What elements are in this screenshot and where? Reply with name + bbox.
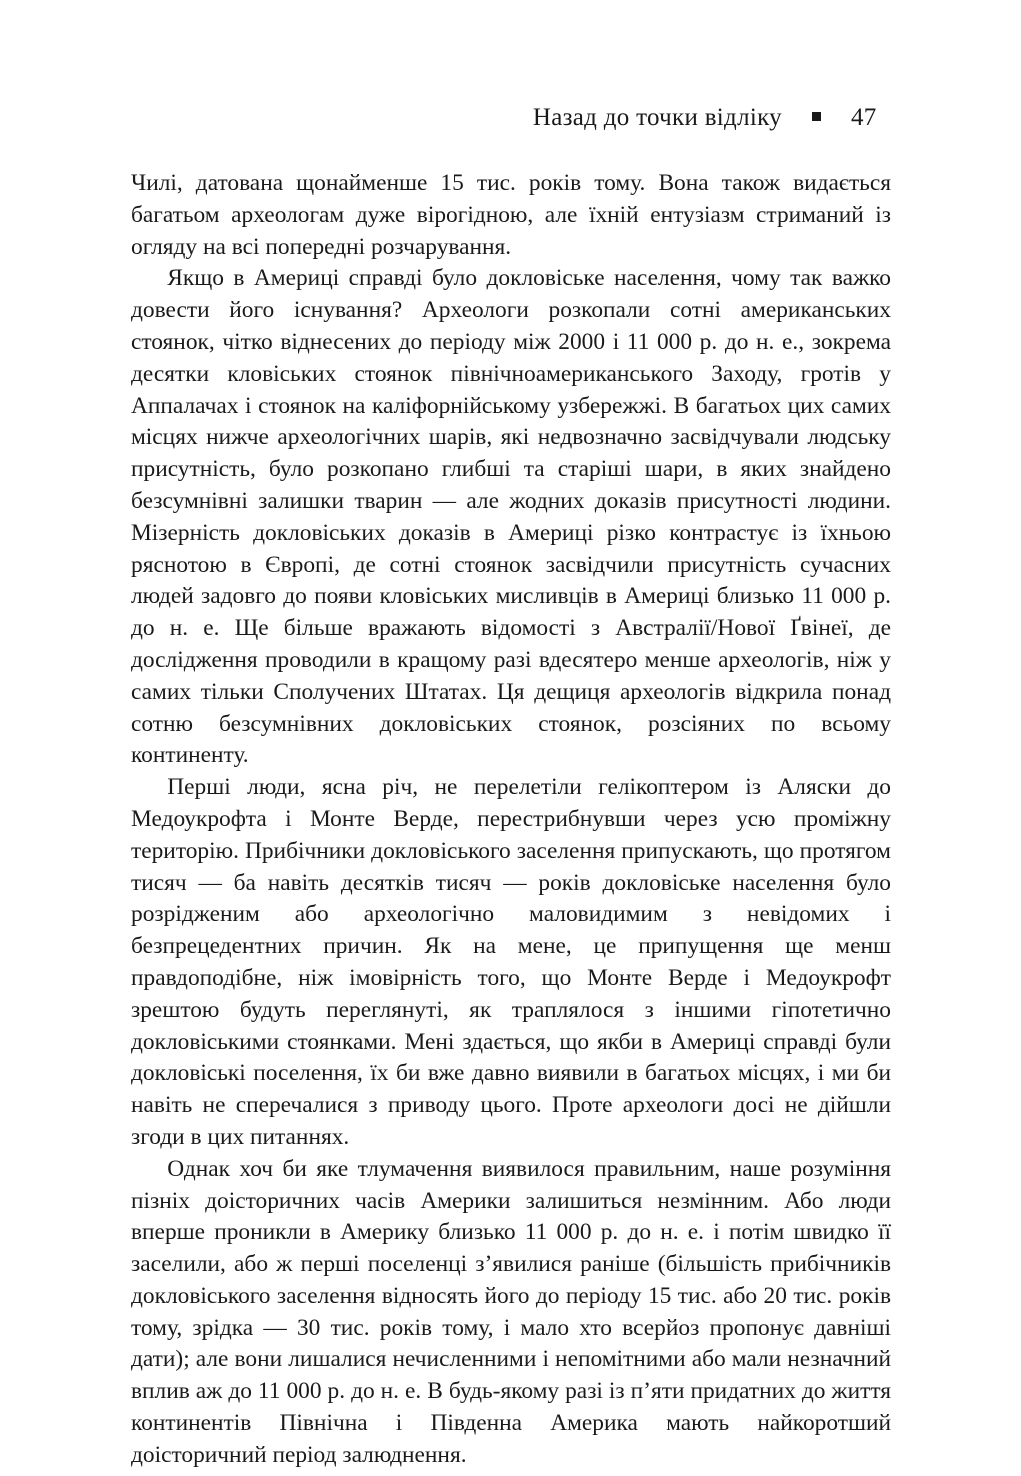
running-header [131, 100, 891, 136]
paragraph-2: Якщо в Америці справді було докловіське населення, чому так важко довести його існування? Археологи розкопали сотні американських стоянок, чітко віднесених до періоду між 2000 і 11 000 р. до н. е., зокрема десятки кловіських стоянок північноамериканського Заходу, гротів у Аппалачах і стоянок на каліфорнійському узбережжі. В багатьох цих самих місцях нижче археологічних шарів, які недвозначно засвідчували людську присутність, було розкопано глибші та старіші шари, в яких знайдено безсумнівні залишки тварин — але жодних доказів присутності людини. Мізерність докловіських доказів в Америці різко контрастує із їхньою ряснотою в Європі, де сотні стоянок засвідчили присутність сучасних людей задовго до появи кловіських мисливців в Америці близько 11 000 р. до н. е. Ще більше вражають відомості з Австралії/Нової Ґвінеї, де дослідження проводили в кращому разі вдесятеро менше археологів, ніж у самих тільки Сполучених Штатах. Ця дещиця археологів відкрила понад сотню безсумнівних докловіських стоянок, розсіяних по всьому континенту. [131, 265, 891, 769]
running-header-title: Назад до точки відліку [532, 104, 782, 131]
paragraph-4: Однак хоч би яке тлумачення виявилося правильним, наше розуміння пізніх доісторичних часів Америки залишиться незмінним. Або люди вперше проникли в Америку близько 11 000 р. до н. е. і потім швидко її заселили, або ж перші поселенці з’явилися раніше (більшість прибічників докловіського заселення відносять його до періоду 15 тис. або 20 тис. років тому, зрідка — 30 тис. років тому, і мало хто всерйоз пропонує давніші дати); але вони лишалися нечисленними і непомітними або мали незначний вплив аж до 11 000 р. до н. е. В будь-якому разі із п’яти придатних до життя континентів Північна і Південна Америка мають найкоротший доісторичний період залюднення. [131, 1155, 891, 1468]
square-separator-icon [812, 112, 821, 121]
paragraph-3: Перші люди, ясна річ, не перелетіли гелікоптером із Аляски до Медоукрофта і Монте Верде, перестрибнувши через усю проміжну територію. Прибічники докловіського заселення припускають, що протягом тисяч — ба навіть десятків тисяч — років докловіське населення було розрідженим або археологічно маловидимим з невідомих і безпрецедентних причин. Як на мене, це припущення ще менш правдоподібне, ніж імовірність того, що Монте Верде і Медоукрофт зрештою будуть переглянуті, як траплялося з іншими гіпотетично докловіськими стоянками. Мені здається, що якби в Америці справді були докловіські поселення, їх би вже давно виявили в багатьох місцях, і ми би навіть не сперечалися з приводу цього. Проте археологи досі не дійшли згоди в цих питаннях. [131, 774, 891, 1150]
body-text [131, 168, 891, 1472]
page-number: 47 [851, 104, 877, 131]
paragraph-1: Чилі, датована щонайменше 15 тис. років тому. Вона також видається багатьом археологам дуже вірогідною, але їхній ентузіазм стриманий із огляду на всі попередні розчарування. [131, 170, 891, 260]
